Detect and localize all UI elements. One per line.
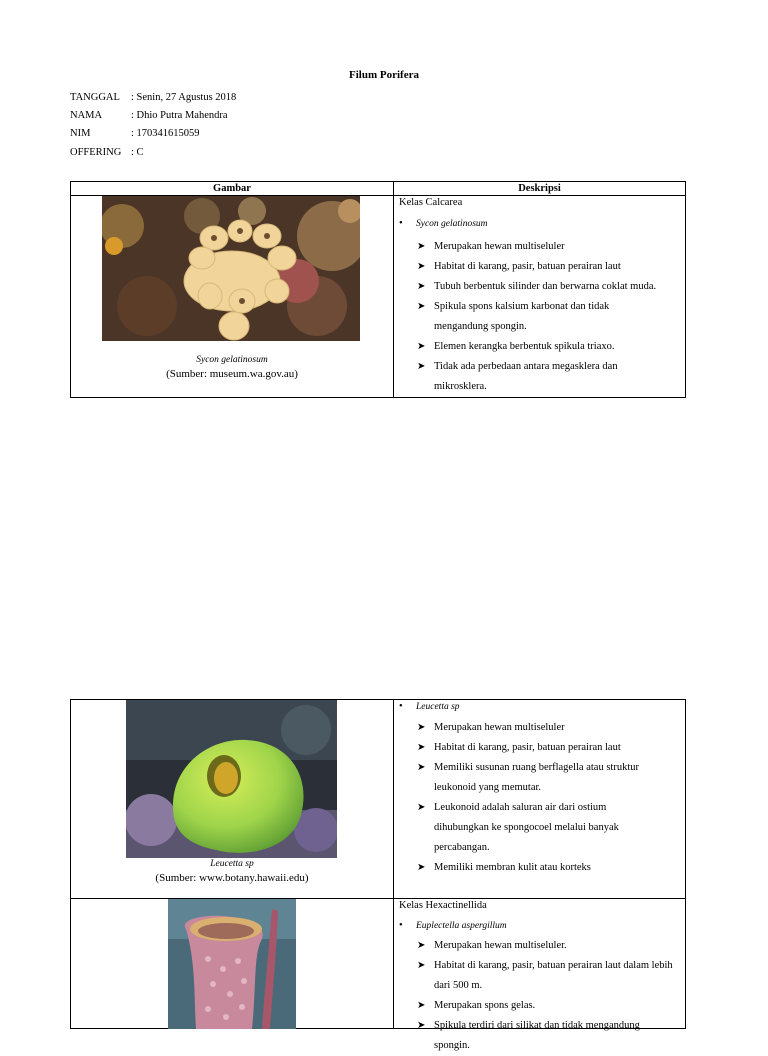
description-point: ➤ Tubuh berbentuk silinder dan berwarna coklat muda. [417, 277, 707, 297]
species-bullet [399, 218, 488, 229]
arrow-bullet-icon: ➤ [417, 862, 426, 873]
meta-row-tanggal [70, 91, 236, 104]
description-point: ➤ Merupakan hewan multiseluler. [417, 936, 687, 956]
description-point: ➤ Memiliki susunan ruang berflagella atau struktur leukonoid yang memutar. [417, 758, 677, 798]
arrow-bullet-icon: ➤ [417, 742, 426, 753]
image-caption: Sycon gelatinosum [196, 355, 268, 365]
sycon-gelatinosum-photo [102, 196, 360, 341]
description-point: ➤ Merupakan spons gelas. [417, 996, 687, 1016]
description-point: ➤ Habitat di karang, pasir, batuan perairan laut [417, 738, 687, 758]
meta-key: TANGGAL [70, 92, 120, 103]
bullet-icon: • [399, 920, 403, 931]
leucetta-photo [126, 700, 337, 858]
class-label: Kelas Hexactinellida [399, 900, 487, 911]
arrow-bullet-icon: ➤ [417, 281, 426, 292]
arrow-bullet-icon: ➤ [417, 762, 426, 773]
arrow-bullet-icon: ➤ [417, 802, 426, 813]
description-point: ➤ Spikula terdiri dari silikat dan tidak mengandung spongin. [417, 1016, 677, 1056]
description-cell [394, 899, 686, 1051]
header-gambar: Gambar [71, 182, 394, 196]
arrow-bullet-icon: ➤ [417, 261, 426, 272]
species-name: Euplectella aspergillum [416, 921, 507, 931]
meta-value: : Senin, 27 Agustus 2018 [131, 92, 237, 103]
arrow-bullet-icon: ➤ [417, 722, 426, 733]
arrow-bullet-icon: ➤ [417, 940, 426, 951]
description-point: ➤ Habitat di karang, pasir, batuan perairan laut [417, 257, 687, 277]
meta-key: OFFERING [70, 147, 122, 158]
document-title: Filum Porifera [349, 69, 419, 81]
species-table-1 [70, 181, 686, 398]
description-point: ➤ Leukonoid adalah saluran air dari ostium dihubungkan ke spongocoel melalui banyak percabangan. [417, 798, 652, 858]
description-cell [394, 700, 686, 899]
arrow-bullet-icon: ➤ [417, 960, 426, 971]
species-name: Leucetta sp [416, 702, 460, 712]
arrow-bullet-icon: ➤ [417, 301, 426, 312]
euplectella-photo [168, 899, 296, 1029]
meta-row-nim [70, 127, 200, 140]
description-point: ➤ Spikula spons kalsium karbonat dan tidak mengandung spongin. [417, 297, 642, 337]
image-cell [71, 700, 394, 899]
description-point: ➤ Merupakan hewan multiseluler [417, 718, 687, 738]
species-table-2 [70, 699, 686, 1051]
description-point: ➤ Habitat di karang, pasir, batuan perairan laut dalam lebih dari 500 m. [417, 956, 687, 996]
meta-value: : Dhio Putra Mahendra [131, 110, 228, 121]
class-label: Kelas Calcarea [399, 197, 463, 208]
meta-key: NIM [70, 128, 91, 139]
species-bullet [399, 920, 507, 931]
meta-row-nama [70, 109, 228, 122]
bullet-icon: • [399, 218, 403, 229]
bullet-icon: • [399, 701, 403, 712]
image-source: (Sumber: museum.wa.gov.au) [166, 368, 298, 380]
image-source: (Sumber: www.botany.hawaii.edu) [155, 872, 309, 884]
arrow-bullet-icon: ➤ [417, 361, 426, 372]
arrow-bullet-icon: ➤ [417, 341, 426, 352]
description-point: ➤ Memiliki membran kulit atau korteks [417, 858, 687, 878]
meta-key: NAMA [70, 110, 103, 121]
arrow-bullet-icon: ➤ [417, 1000, 426, 1011]
species-bullet [399, 701, 460, 712]
description-point: ➤ Merupakan hewan multiseluler [417, 237, 687, 257]
description-point: ➤ Tidak ada perbedaan antara megasklera dan mikrosklera. [417, 357, 647, 397]
header-deskripsi: Deskripsi [394, 182, 686, 196]
meta-row-offering [70, 146, 144, 159]
image-cell [71, 899, 394, 1029]
meta-value: : 170341615059 [131, 128, 200, 139]
image-cell [71, 196, 394, 398]
species-name: Sycon gelatinosum [416, 219, 488, 229]
description-cell [394, 196, 686, 398]
meta-value: : C [131, 147, 144, 158]
arrow-bullet-icon: ➤ [417, 1020, 426, 1031]
image-caption: Leucetta sp [210, 859, 254, 869]
arrow-bullet-icon: ➤ [417, 241, 426, 252]
description-point: ➤ Elemen kerangka berbentuk spikula triaxo. [417, 337, 687, 357]
